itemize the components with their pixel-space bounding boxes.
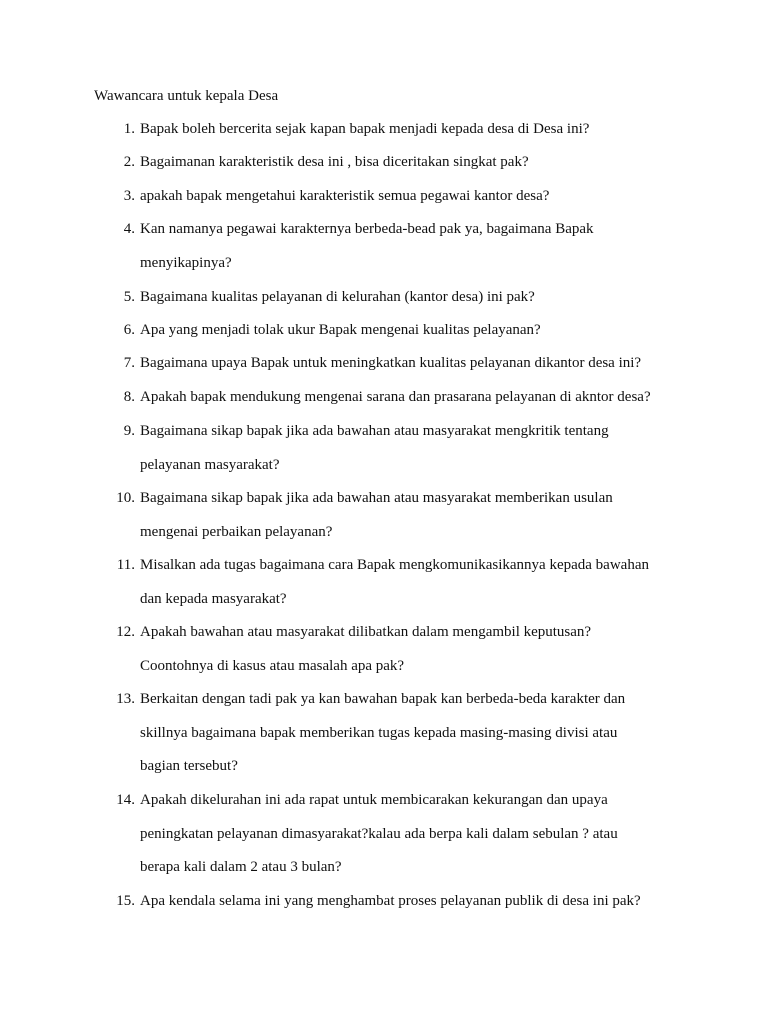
question-text: Coontohnya di kasus atau masalah apa pak?	[140, 658, 405, 674]
question-number: 15.	[116, 893, 135, 909]
question-number: 13.	[116, 691, 135, 707]
question-number: 14.	[116, 792, 135, 808]
question-text: skillnya bagaimana bapak memberikan tugas kepada masing-masing divisi atau	[140, 725, 618, 741]
question-text: apakah bapak mengetahui karakteristik semua pegawai kantor desa?	[140, 188, 550, 204]
question-text: Bagaimana sikap bapak jika ada bawahan atau masyarakat memberikan usulan	[140, 490, 613, 506]
question-text: dan kepada masyarakat?	[140, 591, 287, 607]
question-text: menyikapinya?	[140, 255, 232, 271]
question-number: 6.	[123, 322, 135, 338]
question-text: Apakah bapak mendukung mengenai sarana dan prasarana pelayanan di akntor desa?	[140, 389, 651, 405]
question-text: Apa yang menjadi tolak ukur Bapak mengenai kualitas pelayanan?	[140, 322, 541, 338]
question-number: 3.	[123, 188, 135, 204]
question-text: Bagaimana sikap bapak jika ada bawahan atau masyarakat mengkritik tentang	[140, 423, 609, 439]
question-number: 1.	[123, 121, 135, 137]
question-number: 8.	[123, 389, 135, 405]
question-text: Apakah dikelurahan ini ada rapat untuk membicarakan kekurangan dan upaya	[140, 792, 608, 808]
question-number: 12.	[116, 624, 135, 640]
document-title: Wawancara untuk kepala Desa	[94, 88, 279, 104]
question-number: 7.	[123, 355, 135, 371]
question-text: mengenai perbaikan pelayanan?	[140, 524, 333, 540]
question-text: Kan namanya pegawai karakternya berbeda-bead pak ya, bagaimana Bapak	[140, 221, 594, 237]
question-number: 4.	[123, 221, 135, 237]
question-text: Apa kendala selama ini yang menghambat proses pelayanan publik di desa ini pak?	[140, 893, 641, 909]
question-number: 2.	[123, 154, 135, 170]
question-text: berapa kali dalam 2 atau 3 bulan?	[140, 859, 342, 875]
question-number: 5.	[123, 289, 135, 305]
question-text: Bapak boleh bercerita sejak kapan bapak menjadi kepada desa di Desa ini?	[140, 121, 590, 137]
question-text: Bagaimana kualitas pelayanan di kelurahan (kantor desa) ini pak?	[140, 289, 535, 305]
question-text: peningkatan pelayanan dimasyarakat?kalau ada berpa kali dalam sebulan ? atau	[140, 826, 618, 842]
question-text: Bagaimana upaya Bapak untuk meningkatkan kualitas pelayanan dikantor desa ini?	[140, 355, 642, 371]
question-number: 11.	[116, 557, 135, 573]
question-text: Berkaitan dengan tadi pak ya kan bawahan bapak kan berbeda-beda karakter dan	[140, 691, 626, 707]
question-number: 9.	[123, 423, 135, 439]
question-text: pelayanan masyarakat?	[140, 457, 280, 473]
question-text: Bagaimanan karakteristik desa ini , bisa diceritakan singkat pak?	[140, 154, 529, 170]
question-text: Misalkan ada tugas bagaimana cara Bapak mengkomunikasikannya kepada bawahan	[140, 557, 649, 573]
question-number: 10.	[116, 490, 135, 506]
question-text: Apakah bawahan atau masyarakat dilibatkan dalam mengambil keputusan?	[140, 624, 592, 640]
question-text: bagian tersebut?	[140, 758, 238, 774]
